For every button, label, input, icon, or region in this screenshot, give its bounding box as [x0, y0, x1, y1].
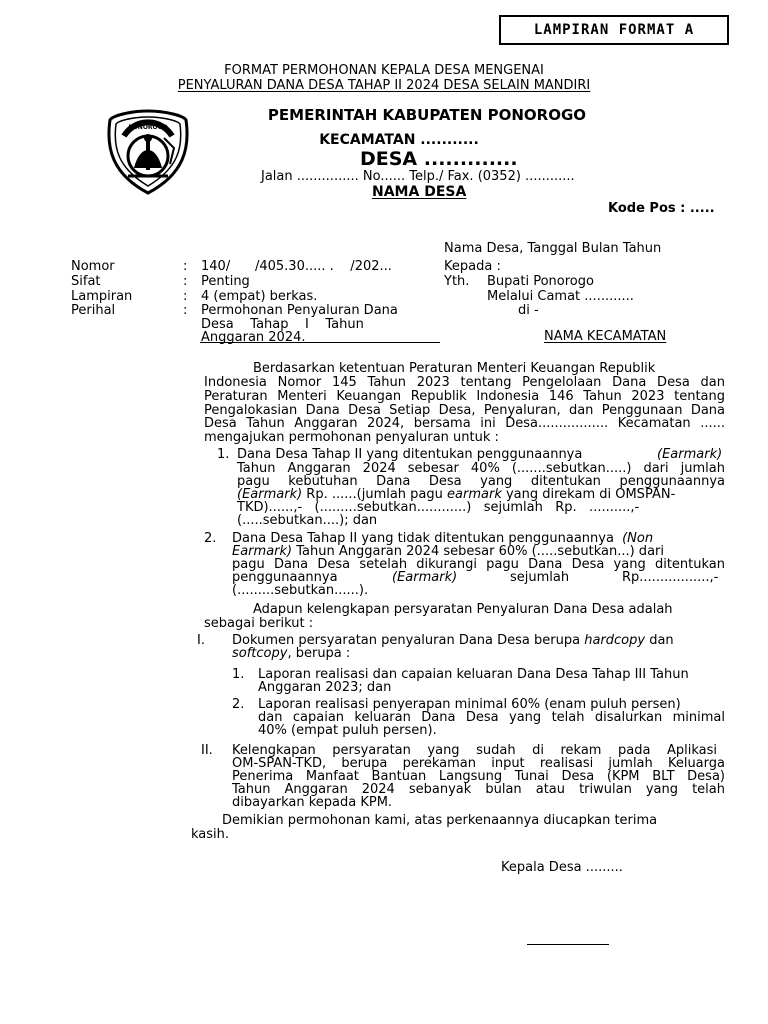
item2-line-3: pagu Dana Desa setelah dikurangi pagu Dana Desa yang ditentukan [232, 557, 725, 572]
item1-line-1a: Dana Desa Tahap II yang ditentukan penggunaannya [237, 447, 583, 462]
di-label: di - [518, 303, 539, 318]
item2-line-4a: penggunaannya [232, 570, 338, 585]
signature-line [527, 944, 609, 945]
nama-kecamatan: NAMA KECAMATAN [544, 329, 667, 344]
roman-numeral: I. [197, 633, 205, 648]
sub1-line-1: Laporan realisasi dan capaian keluaran Dana Desa Tahap III Tahun [258, 667, 689, 682]
nomor-label: Nomor [71, 259, 115, 274]
recipient-bupati: Bupati Ponorogo [487, 274, 594, 289]
item1-line-2: Tahun Anggaran 2024 sebesar 40% (.......sebutkan.....) dari jumlah [237, 461, 725, 476]
sub1-line-2: Anggaran 2023; dan [258, 680, 392, 695]
roman2-line-1: Kelengkapan persyaratan yang sudah di rekam pada Aplikasi [232, 743, 717, 758]
lampiran-meta-label: Lampiran [71, 289, 133, 304]
adapun-line-1: Adapun kelengkapan persyaratan Penyaluran Dana Desa adalah [253, 602, 673, 617]
place-date: Nama Desa, Tanggal Bulan Tahun [444, 241, 662, 256]
colon: : [183, 303, 188, 318]
intro-line-2: Indonesia Nomor 145 Tahun 2023 tentang Pengelolaan Dana Desa dan [204, 375, 725, 390]
colon: : [183, 259, 188, 274]
sifat-label: Sifat [71, 274, 101, 289]
melalui-camat: Melalui Camat ............ [487, 289, 634, 304]
lampiran-label: LAMPIRAN FORMAT A [499, 15, 729, 45]
roman1-line-1: Dokumen persyaratan penyaluran Dana Desa berupa hardcopy dan [232, 633, 674, 648]
lampiran-value: 4 (empat) berkas. [201, 289, 318, 304]
intro-line-4: Pengalokasian Dana Desa Setiap Desa, Penyaluran, dan Penggunaan Dana [204, 403, 725, 418]
perihal-value-line-3: Anggaran 2024. [201, 330, 306, 345]
item2-line-2: Earmark) Tahun Anggaran 2024 sebesar 60% (.....sebutkan...) dari [232, 544, 664, 559]
sub2-line-3: 40% (empat puluh persen). [258, 723, 437, 738]
address-line: Jalan ............... No...... Telp./ Fax. (0352) ............ [261, 169, 575, 184]
item1-line-3: pagu kebutuhan Dana Desa yang ditentukan penggunaannya [237, 474, 725, 489]
perihal-underline [200, 342, 440, 343]
intro-line-6: mengajukan permohonan penyaluran untuk : [204, 430, 499, 445]
closing-line-2: kasih. [191, 827, 230, 842]
list-number: 1. [232, 667, 245, 682]
roman2-line-3: Penerima Manfaat Bantuan Langsung Tunai Desa (KPM BLT Desa) [232, 769, 725, 784]
desa-heading: DESA ............. [360, 148, 518, 170]
sub2-line-2: dan capaian keluaran Dana Desa yang telah disalurkan minimal [258, 710, 725, 725]
item2-line-4c: sejumlah [510, 570, 570, 585]
colon: : [183, 289, 188, 304]
colon: : [183, 274, 188, 289]
intro-line-5: Desa Tahun Anggaran 2024, bersama ini Desa................. Kecamatan ...... [204, 416, 725, 431]
yth-label: Yth. [444, 274, 470, 289]
item2-line-4d: Rp.................,- [622, 570, 719, 585]
kecamatan-heading: KECAMATAN ........... [319, 132, 479, 148]
sub2-line-1: Laporan realisasi penyerapan minimal 60% (enam puluh persen) [258, 697, 681, 712]
list-number: 2. [204, 531, 217, 546]
pemerintah-heading: PEMERINTAH KABUPATEN PONOROGO [267, 106, 587, 124]
format-title-line-1: FORMAT PERMOHONAN KEPALA DESA MENGENAI [224, 63, 544, 78]
closing-line-1: Demikian permohonan kami, atas perkenaannya diucapkan terima [222, 813, 658, 828]
adapun-line-2: sebagai berikut : [204, 616, 314, 631]
item1-line-5: TKD)......,- (.........sebutkan............) sejumlah Rp. ..........,- [237, 500, 640, 515]
svg-text:PONOROGO: PONOROGO [128, 124, 168, 131]
item2-line-4b: (Earmark) [392, 570, 458, 585]
item2-line-5: (.........sebutkan......). [232, 583, 369, 598]
nama-desa-heading: NAMA DESA [372, 184, 467, 200]
perihal-value-line-1: Permohonan Penyaluran Dana [201, 303, 398, 318]
roman1-line-2: softcopy, berupa : [232, 646, 351, 661]
perihal-value-line-2: Desa Tahap I Tahun [201, 317, 364, 332]
perihal-label: Perihal [71, 303, 116, 318]
kepala-desa-signature-label: Kepala Desa ......... [501, 860, 623, 875]
roman2-line-4: Tahun Anggaran 2024 sebanyak bulan atau triwulan yang telah [232, 782, 725, 797]
item1-line-6: (.....sebutkan....); dan [237, 513, 378, 528]
list-number: 2. [232, 697, 245, 712]
sifat-value: Penting [201, 274, 250, 289]
item1-line-4: (Earmark) Rp. ......(jumlah pagu earmark yang direkam di OMSPAN- [237, 487, 676, 502]
nomor-value: 140/ /405.30..... . /202... [201, 259, 392, 274]
kepada-label: Kepada : [444, 259, 501, 274]
intro-line-1: Berdasarkan ketentuan Peraturan Menteri Keuangan Republik [253, 361, 656, 376]
item2-line-1: Dana Desa Tahap II yang tidak ditentukan penggunaannya (Non [232, 531, 654, 546]
roman2-line-5: dibayarkan kepada KPM. [232, 795, 393, 810]
item1-line-1b: (Earmark) [657, 447, 723, 462]
roman-numeral: II. [201, 743, 213, 758]
intro-line-3: Peraturan Menteri Keuangan Republik Indonesia 146 Tahun 2023 tentang [204, 389, 725, 404]
list-number: 1. [217, 447, 230, 462]
kode-pos: Kode Pos : ..... [608, 201, 715, 216]
roman2-line-2: OM-SPAN-TKD, berupa perekaman input realisasi jumlah Keluarga [232, 756, 725, 771]
format-title-line-2: PENYALURAN DANA DESA TAHAP II 2024 DESA SELAIN MANDIRI [177, 78, 591, 93]
